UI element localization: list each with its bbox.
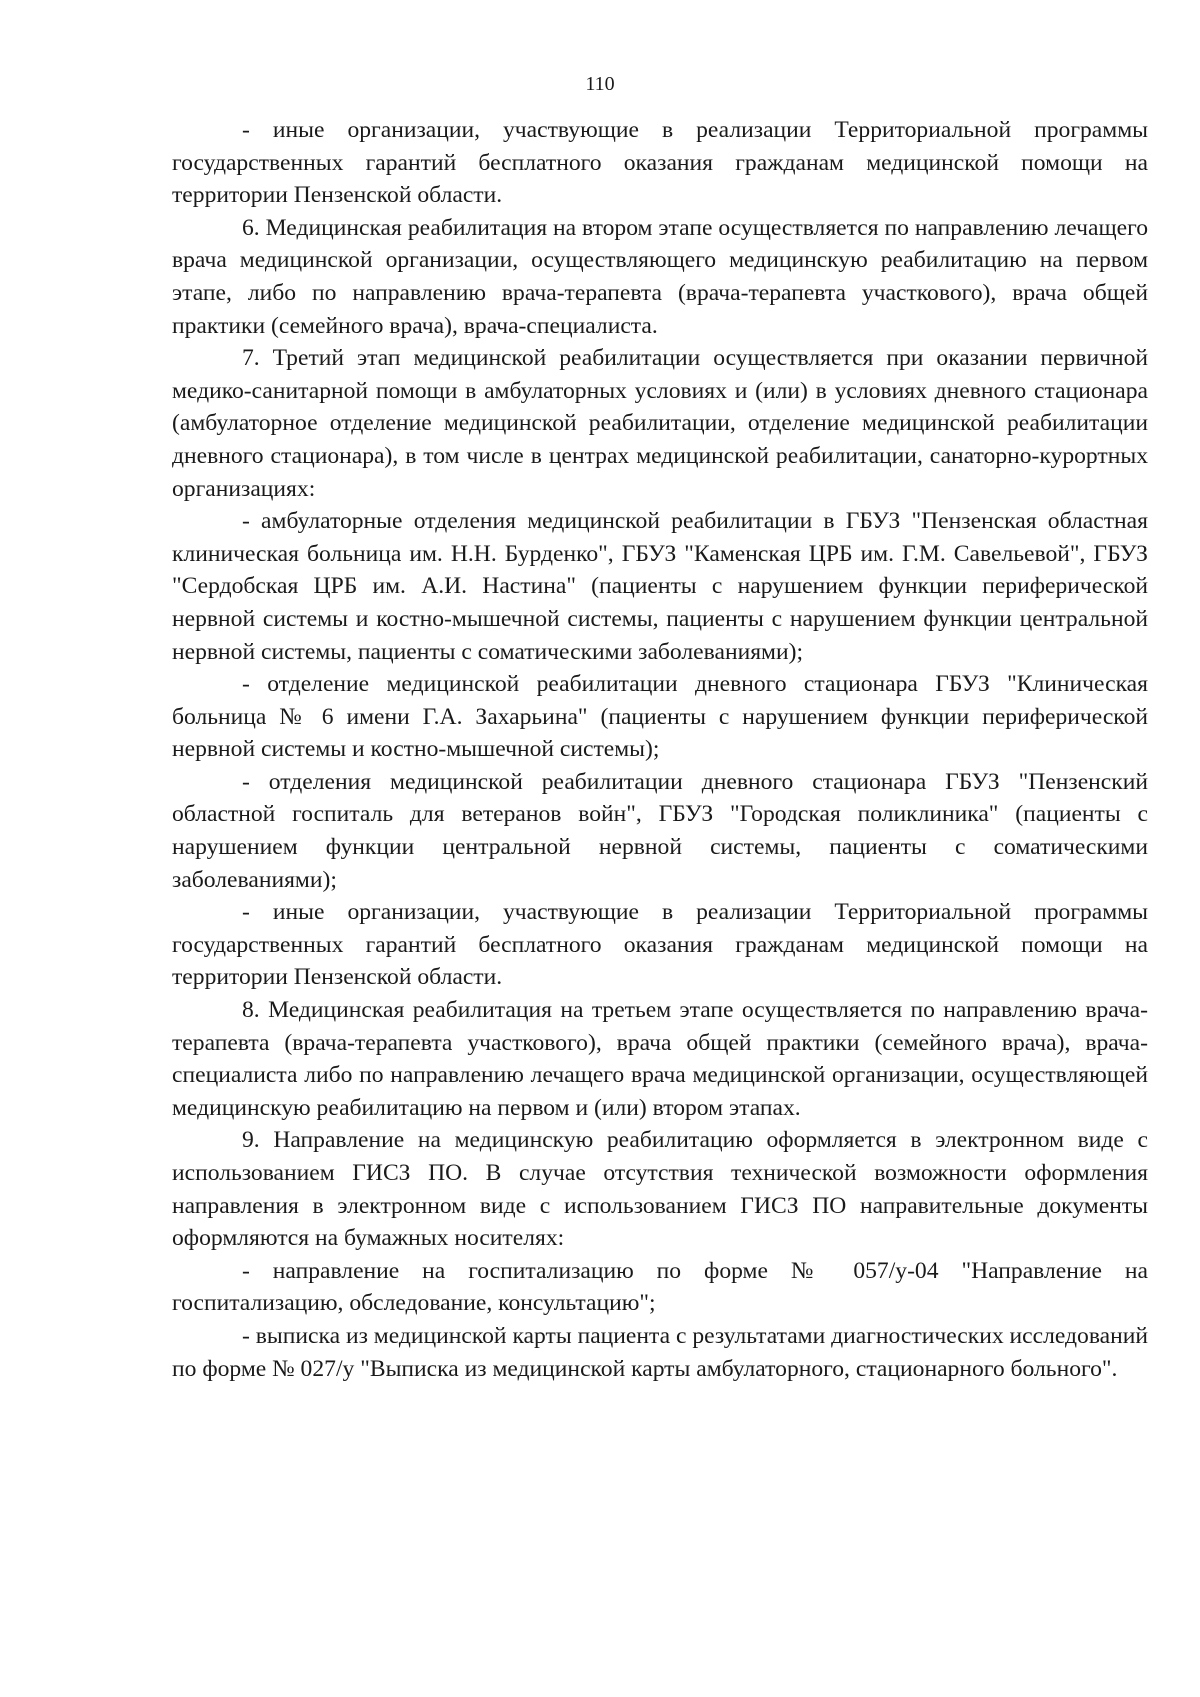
paragraph-hospital-6-department: - отделение медицинской реабилитации дневного стационара ГБУЗ "Клиническая больница № 6 имени Г.А. Захарьина" (пациенты с нарушением функции периферической нервной системы и костно-мышечной системы); (172, 671, 1148, 763)
paragraph-item-6: 6. Медицинская реабилитация на втором этапе осуществляется по направлению лечащего врача медицинской организации, осуществляющего медицинскую реабилитацию на первом этапе, либо по направлению врача-терапевта (врача-терапевта участкового), врача общей практики (семейного врача), врача-специалиста. (172, 214, 1148, 339)
paragraph-other-organizations-2: - иные организации, участвующие в реализации Территориальной программы государственных гарантий бесплатного оказания гражданам медицинской помощи на территории Пензенской области. (172, 899, 1148, 991)
paragraph-ambulatory-departments: - амбулаторные отделения медицинской реабилитации в ГБУЗ "Пензенская областная клиническая больница им. Н.Н. Бурденко", ГБУЗ "Каменская ЦРБ им. Г.М. Савельевой", ГБУЗ "Сердобская ЦРБ им. А.И. Настина" (пациенты с нарушением функции периферической нервной системы и костно-мышечной системы, пациенты с нарушением функции центральной нервной системы, пациенты с соматическими заболеваниями); (172, 508, 1148, 665)
paragraph-other-organizations-1: - иные организации, участвующие в реализации Территориальной программы государственных гарантий бесплатного оказания гражданам медицинской помощи на территории Пензенской области. (172, 117, 1148, 209)
paragraph-item-9: 9. Направление на медицинскую реабилитацию оформляется в электронном виде с использованием ГИСЗ ПО. В случае отсутствия технической возможности оформления направления в электронном виде с использованием ГИСЗ ПО направительные документы оформляются на бумажных носителях: (172, 1127, 1148, 1252)
paragraph-form-057: - направление на госпитализацию по форме № 057/у-04 "Направление на госпитализацию, обследование, консультацию"; (172, 1257, 1148, 1317)
paragraph-item-8: 8. Медицинская реабилитация на третьем этапе осуществляется по направлению врача-терапевта (врача-терапевта участкового), врача общей практики (семейного врача), врача-специалиста либо по направлению лечащего врача медицинской организации, осуществляющей медицинскую реабилитацию на первом и (или) втором этапах. (172, 997, 1148, 1121)
page-number: 110 (585, 73, 615, 95)
paragraph-veterans-hospital-departments: - отделения медицинской реабилитации дневного стационара ГБУЗ "Пензенский областной госпиталь для ветеранов войн", ГБУЗ "Городская поликлиника" (пациенты с нарушением функции центральной нервной системы, пациенты с соматическими заболеваниями); (172, 768, 1148, 893)
paragraph-form-027: - выписка из медицинской карты пациента с результатами диагностических исследований по форме № 027/у "Выписка из медицинской карты амбулаторного, стационарного больного". (172, 1322, 1148, 1382)
document-body (172, 114, 1148, 1385)
paragraph-item-7: 7. Третий этап медицинской реабилитации осуществляется при оказании первичной медико-санитарной помощи в амбулаторных условиях и (или) в условиях дневного стационара (амбулаторное отделение медицинской реабилитации, отделение медицинской реабилитации дневного стационара), в том числе в центрах медицинской реабилитации, санаторно-курортных организациях: (172, 345, 1148, 502)
